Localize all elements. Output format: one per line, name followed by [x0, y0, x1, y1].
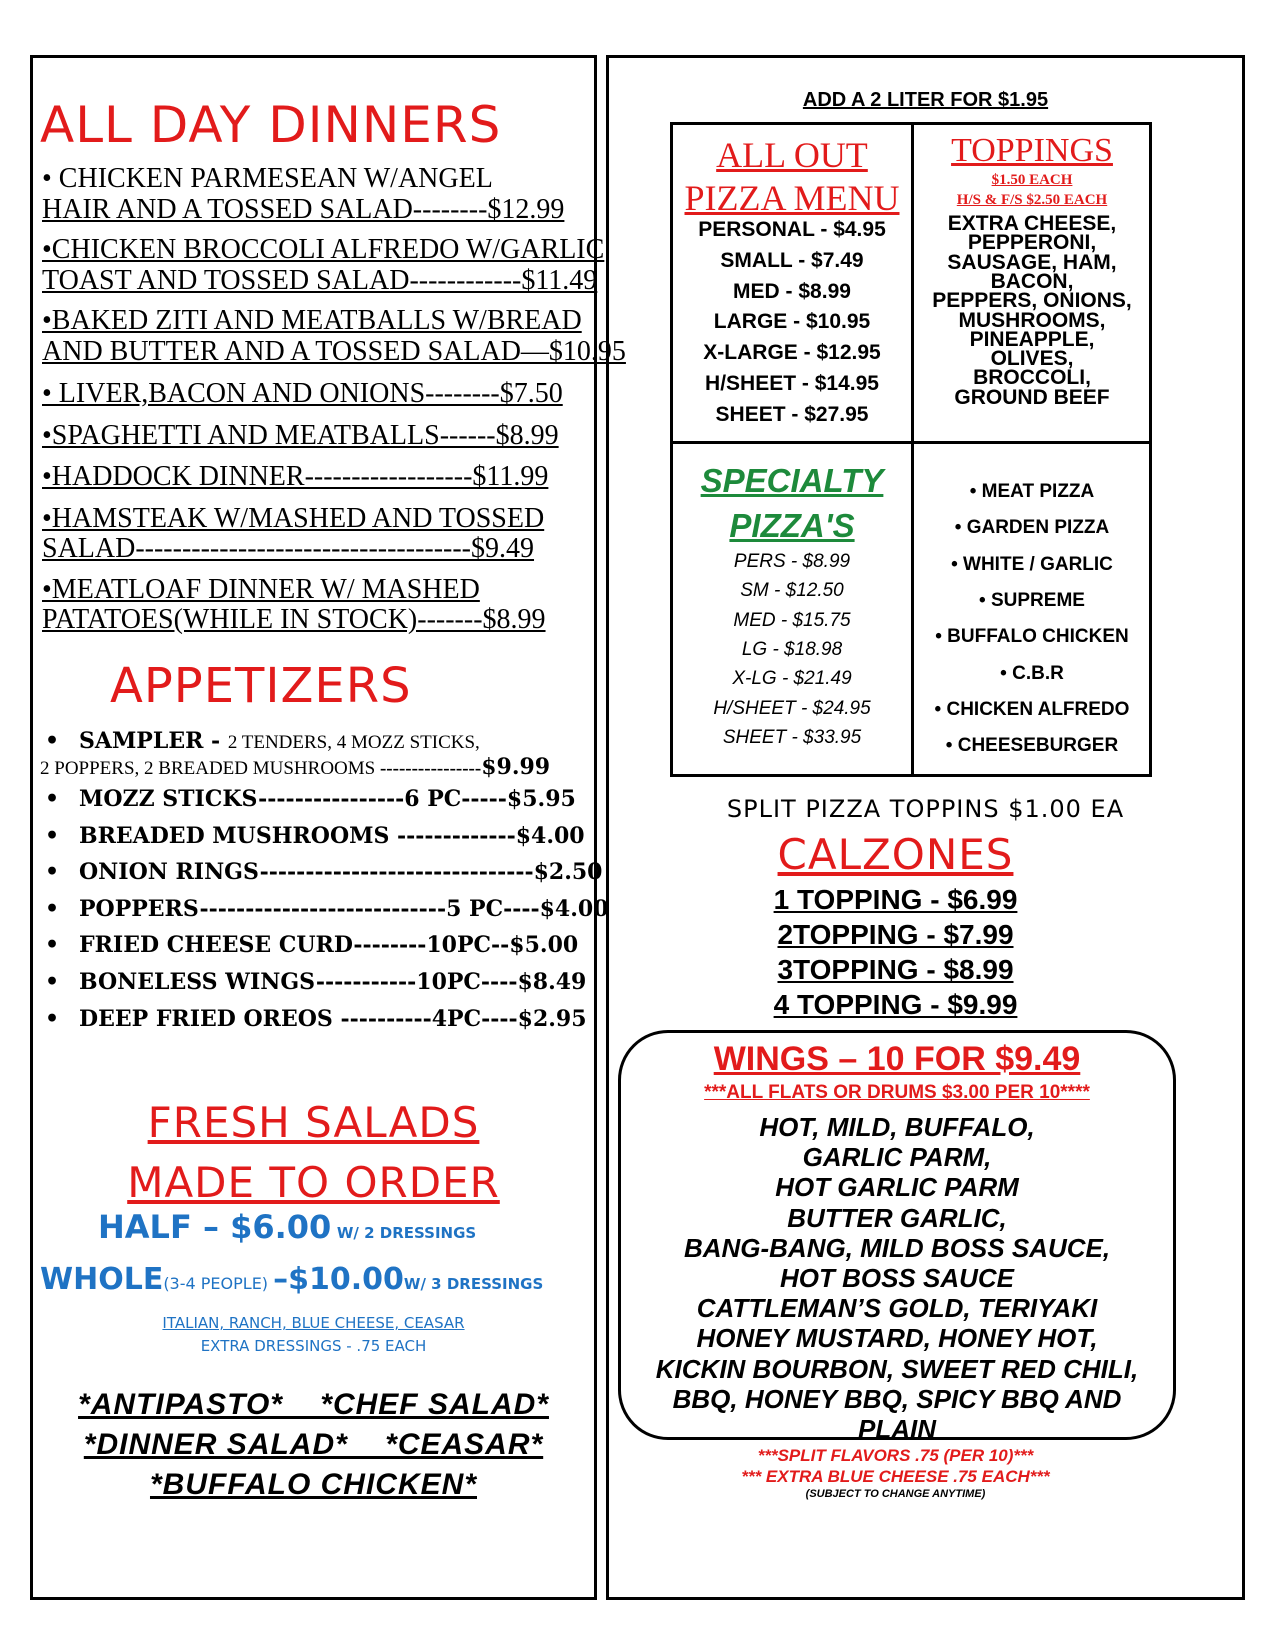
wing-flavor-line: CATTLEMAN’S GOLD, TERIYAKI	[696, 1293, 1098, 1324]
specialty-pizza-item: • CHEESEBURGER	[945, 735, 1119, 757]
specialty-pizza-item: • BUFFALO CHICKEN	[935, 626, 1129, 648]
dinner-item-line: • LIVER,BACON AND ONIONS--------$7.50	[42, 378, 563, 409]
wing-flavor-line: BUTTER GARLIC,	[787, 1202, 1007, 1233]
sampler-name: SAMPLER -	[79, 728, 221, 754]
pizza-size-price: PERSONAL - $4.95	[698, 218, 886, 241]
dinners-title: ALL DAY DINNERS	[40, 96, 502, 154]
toppings-price-1: $1.50 EACH	[991, 172, 1073, 188]
subject-to-change: (SUBJECT TO CHANGE ANYTIME)	[805, 1488, 986, 1500]
wings-subtitle: ***ALL FLATS OR DRUMS $3.00 PER 10****	[704, 1082, 1090, 1103]
appetizer-item: • BREADED MUSHROOMS -------------$4.00	[45, 822, 585, 849]
dinner-item-line: •HADDOCK DINNER------------------$11.99	[42, 461, 549, 492]
appetizer-item: • DEEP FRIED OREOS ----------4PC----$2.95	[45, 1005, 587, 1032]
appetizer-item: • BONELESS WINGS-----------10PC----$8.49	[45, 969, 587, 995]
specialty-pizza-item: • C.B.R	[1000, 662, 1064, 684]
specialty-size-price: SM - $12.50	[740, 580, 844, 602]
dinner-item-line: •CHICKEN BROCCOLI ALFREDO W/GARLIC	[42, 234, 605, 265]
appetizer-item: • MOZZ STICKS----------------6 PC-----$5.95	[45, 786, 576, 812]
appetizer-item: • FRIED CHEESE CURD--------10PC--$5.00	[45, 932, 579, 959]
wing-flavor-line: BBQ, HONEY BBQ, SPICY BBQ AND	[672, 1383, 1122, 1414]
wing-flavor-line: HOT, MILD, BUFFALO,	[759, 1112, 1035, 1142]
specialty-size-price: H/SHEET - $24.95	[713, 697, 871, 719]
extra-blue-cheese: *** EXTRA BLUE CHEESE .75 EACH***	[741, 1467, 1050, 1486]
topping-item: MUSHROOMS,	[958, 308, 1106, 332]
dinner-item-line: HAIR AND A TOSSED SALAD--------$12.99	[42, 194, 565, 225]
whole-salad: WHOLE(3-4 PEOPLE) –$10.00W/ 3 DRESSINGS	[40, 1262, 544, 1297]
appetizer-item: • POPPERS---------------------------5 PC----$4.00	[45, 895, 609, 922]
specialty-size-price: MED - $15.75	[733, 609, 851, 631]
toppings-title: TOPPINGS	[951, 132, 1113, 169]
calzones-title: CALZONES	[777, 830, 1014, 879]
dinner-item-line: • CHICKEN PARMESEAN W/ANGEL	[42, 163, 493, 194]
dinner-item-line: •MEATLOAF DINNER W/ MASHED	[42, 574, 480, 605]
salads-title-1: FRESH SALADS	[147, 1098, 480, 1147]
wing-flavor-line: HOT BOSS SAUCE	[779, 1263, 1015, 1293]
topping-item: BROCCOLI,	[973, 366, 1091, 390]
pizza-size-price: MED - $8.99	[733, 279, 851, 303]
dinner-item-line: •BAKED ZITI AND MEATBALLS W/BREAD	[42, 305, 582, 336]
calzone-item: 2TOPPING - $7.99	[777, 919, 1014, 950]
pizza-size-price: H/SHEET - $14.95	[705, 372, 879, 395]
specialty-pizza-item: • WHITE / GARLIC	[951, 553, 1113, 575]
appetizers-title: APPETIZERS	[110, 658, 412, 714]
calzone-item: 3TOPPING - $8.99	[777, 954, 1014, 985]
pizza-size-price: X-LARGE - $12.95	[703, 341, 881, 365]
extra-dressings: EXTRA DRESSINGS - .75 EACH	[200, 1337, 427, 1355]
wing-flavor-line: BANG-BANG, MILD BOSS SAUCE,	[683, 1232, 1111, 1263]
topping-item: SAUSAGE, HAM,	[947, 250, 1117, 274]
specialty-pizza-item: • GARDEN PIZZA	[954, 517, 1110, 539]
calzone-item: 1 TOPPING - $6.99	[773, 884, 1018, 915]
topping-item: GROUND BEEF	[954, 385, 1110, 409]
specialty-pizza-item: • MEAT PIZZA	[969, 481, 1095, 502]
salad-name-line: *ANTIPASTO* *CHEF SALAD*	[78, 1388, 549, 1421]
add-liter: ADD A 2 LITER FOR $1.95	[802, 89, 1049, 111]
sampler-desc: 2 TENDERS, 4 MOZZ STICKS,	[227, 732, 480, 753]
half-salad: HALF – $6.00 W/ 2 DRESSINGS	[98, 1208, 477, 1246]
wing-flavor-line: HONEY MUSTARD, HONEY HOT,	[696, 1323, 1098, 1354]
pizza-size-price: SMALL - $7.49	[720, 248, 864, 272]
sampler-desc-2: 2 POPPERS, 2 BREADED MUSHROOMS ----------------$9.99	[40, 754, 551, 780]
specialty-pizza-item: • SUPREME	[979, 589, 1085, 611]
topping-item: PINEAPPLE,	[969, 327, 1095, 351]
dinner-item-line: •HAMSTEAK W/MASHED AND TOSSED	[42, 503, 545, 534]
sampler-item: • SAMPLER - 2 TENDERS, 4 MOZZ STICKS,	[45, 728, 480, 754]
salads-title-2: MADE TO ORDER	[127, 1158, 500, 1207]
split-toppings: SPLIT PIZZA TOPPINS $1.00 EA	[726, 795, 1125, 823]
pizza-size-price: LARGE - $10.95	[713, 310, 871, 334]
split-flavors: ***SPLIT FLAVORS .75 (PER 10)***	[757, 1446, 1034, 1465]
wing-flavor-line: HOT GARLIC PARM	[775, 1172, 1019, 1203]
calzone-item: 4 TOPPING - $9.99	[773, 989, 1018, 1020]
salad-name-line: *BUFFALO CHICKEN*	[149, 1468, 477, 1501]
salad-name-line: *DINNER SALAD* *CEASAR*	[83, 1428, 544, 1461]
specialty-size-price: LG - $18.98	[741, 638, 843, 660]
dinner-item-line: SALAD------------------------------------$9.49	[42, 533, 535, 564]
wing-flavor-line: GARLIC PARM,	[802, 1142, 992, 1173]
topping-item: OLIVES,	[990, 347, 1074, 371]
specialty-pizza-item: • CHICKEN ALFREDO	[934, 698, 1130, 720]
dinner-item-line: AND BUTTER AND A TOSSED SALAD—$10.95	[42, 336, 626, 367]
specialty-size-price: SHEET - $33.95	[722, 726, 862, 748]
dinner-item-line: PATATOES(WHILE IN STOCK)-------$8.99	[42, 604, 546, 635]
pizza-menu-title-2: PIZZA MENU	[684, 178, 900, 218]
specialty-title-2: PIZZA'S	[729, 507, 855, 544]
topping-item: BACON,	[990, 269, 1074, 293]
topping-item: PEPPERONI,	[967, 231, 1097, 255]
dressings-list: ITALIAN, RANCH, BLUE CHEESE, CEASAR	[162, 1314, 465, 1332]
specialty-size-price: PERS - $8.99	[733, 551, 851, 572]
pizza-menu-title-1: ALL OUT	[716, 135, 868, 175]
specialty-title-1: SPECIALTY	[700, 462, 884, 499]
wing-flavor-line: KICKIN BOURBON, SWEET RED CHILI,	[655, 1353, 1139, 1384]
dinner-item-line: TOAST AND TOSSED SALAD------------$11.49	[42, 265, 598, 296]
specialty-size-price: X-LG - $21.49	[732, 668, 852, 690]
toppings-price-2: H/S & F/S $2.50 EACH	[956, 192, 1108, 208]
topping-item: EXTRA CHEESE,	[947, 212, 1117, 235]
dinner-item-line: •SPAGHETTI AND MEATBALLS------$8.99	[42, 420, 559, 451]
wings-title: WINGS – 10 FOR $9.49	[713, 1040, 1081, 1078]
topping-item: PEPPERS, ONIONS,	[932, 289, 1132, 313]
pizza-size-price: SHEET - $27.95	[715, 402, 869, 426]
grid-divider-horizontal	[670, 441, 1152, 444]
wing-flavor-line: PLAIN	[858, 1414, 936, 1444]
appetizer-item: • ONION RINGS------------------------------$2.50	[45, 859, 603, 886]
